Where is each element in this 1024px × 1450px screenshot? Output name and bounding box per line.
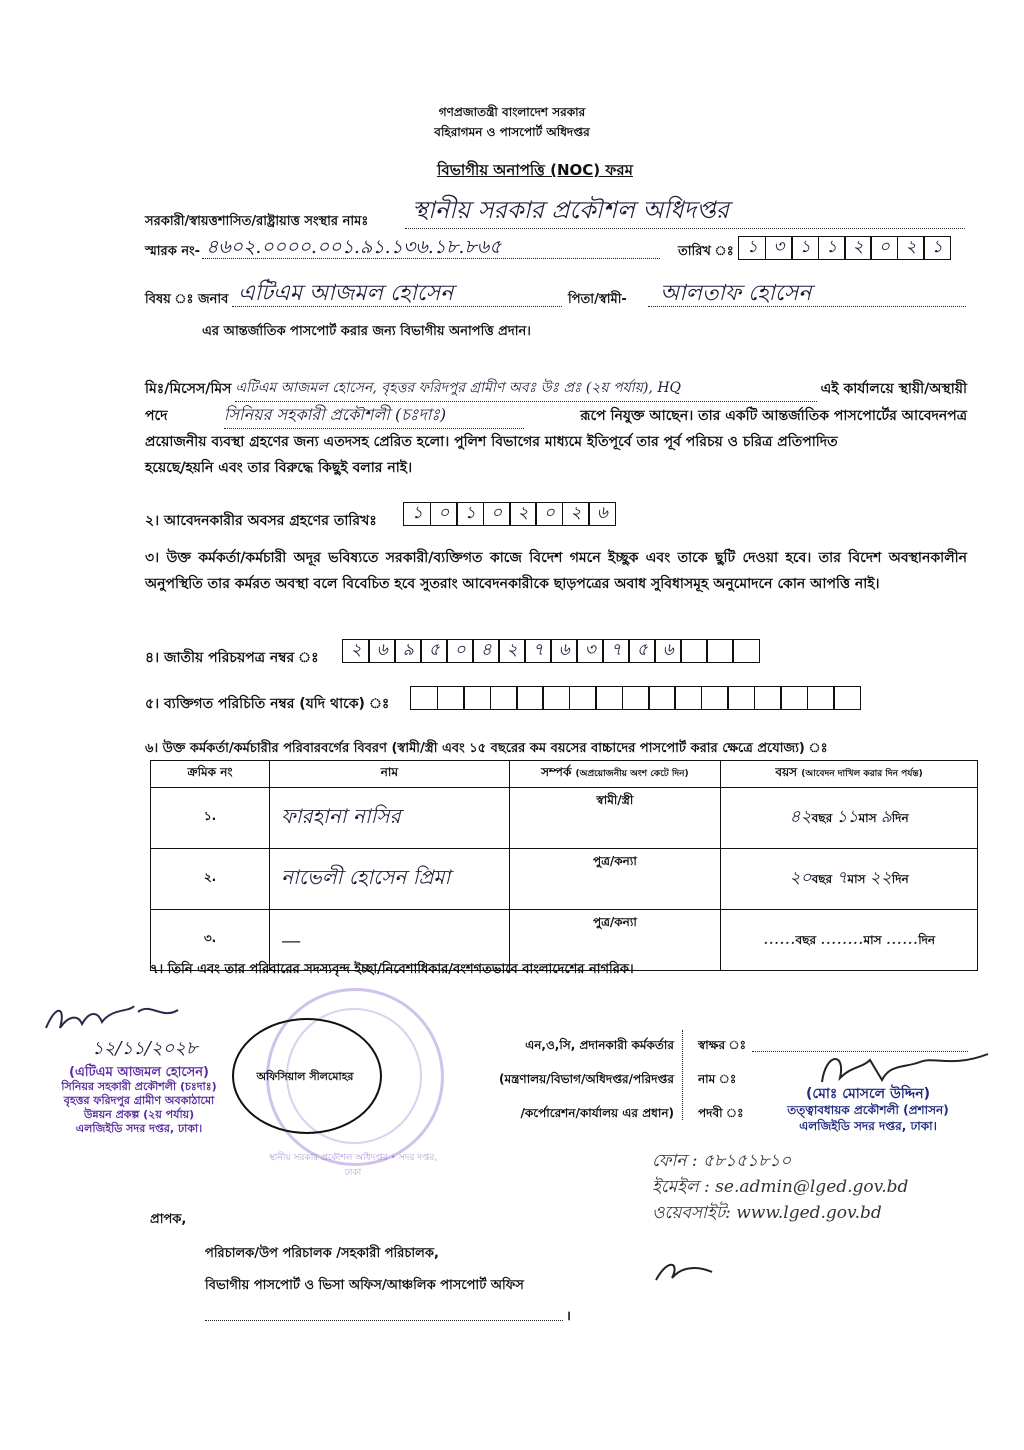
nid-digit-cell [706, 639, 734, 663]
nid-digit-cell: ৫ [628, 639, 656, 663]
date-digit-cell: ০ [870, 236, 898, 260]
row-days: ৯ [880, 807, 892, 827]
memo-value: ৪৬০২.০০০০.০০১.৯১.১৩৬.১৮.৮৬৫ [206, 236, 502, 258]
unit-month: মাস [858, 811, 877, 825]
left-stamp-name: (এটিএম আজমল হোসেন) [69, 1065, 209, 1080]
org-label: সরকারী/স্বায়ত্তশাসিত/রাষ্ট্রায়াত্ত সংস্থার নামঃ [145, 214, 369, 229]
official-seal-label: অফিসিয়াল সীলমোহর [256, 1070, 354, 1083]
item4-label: ৪। জাতীয় পরিচয়পত্র নম্বর ঃ [145, 650, 319, 666]
row-relation: পুত্র/কন্যা [592, 915, 637, 929]
pid-digit-cell [542, 686, 570, 710]
unit-year: বছর [795, 932, 817, 947]
row-years: ...... [763, 928, 796, 949]
pid-boxes [412, 686, 861, 710]
left-sig-date: ১২/১১/২০২৮ [92, 1038, 198, 1059]
col-age: বয়স (আবেদন দাখিল করার দিন পর্যন্ত) [721, 761, 978, 788]
row-serial: ২. [203, 870, 217, 884]
form-title: বিভাগীয় অনাপত্তি (NOC) ফরম [437, 161, 633, 179]
row-relation: পুত্র/কন্যা [592, 854, 637, 868]
date-digit-cell: ২ [844, 236, 872, 260]
nid-digit-cell: ৬ [550, 639, 578, 663]
retire-digit-cell: ২ [509, 502, 537, 526]
sig-label: স্বাক্ষর ঃ [698, 1038, 747, 1052]
sign-divider [682, 1030, 683, 1120]
nid-digit-cell: ৪ [472, 639, 500, 663]
row-relation: স্বামী/স্ত্রী [596, 793, 634, 807]
para1-after: এই কার্যালয়ে স্থায়ী/অস্থায়ী [820, 381, 967, 397]
right-stamp-l2: তত্ত্বাবধায়ক প্রকৌশলী (প্রশাসন) [787, 1103, 949, 1117]
pid-digit-cell [648, 686, 676, 710]
row-years: ২০ [789, 868, 812, 888]
header-line1: গণপ্রজাতন্ত্রী বাংলাদেশ সরকার [438, 105, 586, 119]
item2-label: ২। আবেদনকারীর অবসর গ্রহণের তারিখঃ [145, 513, 377, 529]
retire-digit-cell: ১ [403, 502, 431, 526]
para1 [145, 375, 967, 481]
unit-day: দিন [891, 811, 909, 825]
recipient-l3: । [566, 1309, 571, 1324]
date-digit-cell: ৩ [765, 236, 793, 260]
unit-year: বছর [811, 872, 833, 886]
pid-digit-cell [516, 686, 544, 710]
retire-digit-cell: ৬ [588, 502, 616, 526]
unit-month: মাস [863, 932, 882, 947]
nid-digit-cell: ৬ [368, 639, 396, 663]
col-serial: ক্রমিক নং [151, 761, 270, 788]
pid-digit-cell [463, 686, 491, 710]
name-label: নাম ঃ [698, 1072, 737, 1086]
para1-office: এটিএম আজমল হোসেন, বৃহত্তর ফরিদপুর গ্রামীণ অবঃ উঃ প্রঃ (২য় পর্যায়), HQ [235, 375, 816, 402]
left-stamp [34, 1066, 244, 1136]
retire-digit-cell: ০ [483, 502, 511, 526]
memo-label: স্মারক নং- [145, 244, 201, 259]
noc-giver-l2: (মন্ত্রণালয়/বিভাগ/অধিদপ্তর/পরিদপ্তর [498, 1072, 674, 1086]
date-digit-cell: ১ [923, 236, 951, 260]
nid-digit-cell [732, 639, 760, 663]
contact-web: ওয়েবসাইট: www.lged.gov.bd [652, 1203, 882, 1223]
left-stamp-l2: সিনিয়র সহকারী প্রকৌশলী (চঃদাঃ) [61, 1080, 217, 1093]
subject-suffix: এর আন্তর্জাতিক পাসপোর্ট করার জন্য বিভাগীয় অনাপত্তি প্রদান। [202, 324, 531, 339]
row-name: ফারহানা নাসির [281, 803, 401, 828]
retire-digit-cell: ০ [535, 502, 563, 526]
col-relation: সম্পর্ক (অপ্রয়োজনীয় অংশ কেটে দিন) [509, 761, 721, 788]
row-serial: ১. [203, 809, 217, 823]
para1-rest1: রূপে নিযুক্ত আছেন। তার একটি আন্তর্জাতিক পাসপোর্টের আবেদনপত্র [580, 408, 967, 424]
post-label: পদবী ঃ [698, 1106, 744, 1120]
pid-digit-cell [569, 686, 597, 710]
nid-boxes [344, 639, 760, 663]
para1-prefix: মিঃ/মিসেস/মিস [145, 381, 232, 397]
col-name: নাম [270, 761, 510, 788]
row-months: ১১ [836, 807, 859, 827]
nid-digit-cell: ৯ [394, 639, 422, 663]
pid-digit-cell [754, 686, 782, 710]
nid-digit-cell: ৭ [602, 639, 630, 663]
father-label: পিতা/স্বামী- [568, 292, 627, 307]
pid-digit-cell [410, 686, 438, 710]
nid-digit-cell: ২ [342, 639, 370, 663]
item3: ৩। উক্ত কর্মকর্তা/কর্মচারী অদূর ভবিষ্যতে সরকারী/ব্যক্তিগত কাজে বিদেশ গমনে ইচ্ছুক এবং তাকে ছুটি দেওয়া হবে। তার বিদেশ অবস্থানকালীন অনুপস্থিতি তার কর্মরত অবস্থা বলে বিবেচিত হবে সুতরাং আবেদনকারীকে ছাড়পত্রের অবাধ সুবিধাসমূহ অনুমোদনে কোন আপত্তি নাই। [145, 550, 967, 592]
pid-digit-cell [622, 686, 650, 710]
retire-digit-cell: ২ [562, 502, 590, 526]
row-days: ...... [885, 928, 919, 949]
para1-rest3: হয়েছে/হয়নি এবং তার বিরুদ্ধে কিছুই বলার নাই। [145, 460, 413, 476]
para1-post: সিনিয়র সহকারী প্রকৌশলী (চঃদাঃ) [224, 402, 524, 429]
pid-digit-cell [833, 686, 861, 710]
para1-rest2: প্রয়োজনীয় ব্যবস্থা গ্রহণের জন্য এতদসহ প্রেরিত হলো। পুলিশ বিভাগের মাধ্যমে ইতিপূর্বে তার পূর্ব পরিচয় ও চরিত্র প্রতিপাদিত [145, 434, 838, 450]
recipient-label: প্রাপক, [150, 1212, 187, 1227]
pid-digit-cell [490, 686, 518, 710]
noc-giver-l3: /কর্পোরেশন/কার্যালয় এর প্রধান) [520, 1106, 674, 1120]
date-digit-cell: ১ [818, 236, 846, 260]
date-digit-cell: ২ [897, 236, 925, 260]
family-table [150, 760, 978, 971]
family-row [151, 849, 978, 910]
date-digit-cell: ১ [738, 236, 766, 260]
contact-email: ইমেইল : se.admin@lged.gov.bd [652, 1177, 909, 1197]
left-stamp-l5: এলজিইডি সদর দপ্তর, ঢাকা। [75, 1122, 203, 1135]
unit-day: দিন [891, 872, 909, 886]
bottom-signature [650, 1254, 720, 1290]
subject-label: বিষয় ঃ জনাব [145, 292, 229, 307]
pid-digit-cell [727, 686, 755, 710]
noc-giver-l1: এন,ও,সি, প্রদানকারী কর্মকর্তার [525, 1038, 674, 1052]
nid-digit-cell: ৭ [524, 639, 552, 663]
retire-digit-cell: ০ [430, 502, 458, 526]
nid-digit-cell: ৫ [420, 639, 448, 663]
date-boxes [740, 236, 951, 260]
nid-digit-cell: ২ [498, 639, 526, 663]
retire-digit-cell: ১ [456, 502, 484, 526]
right-stamp [768, 1086, 968, 1134]
nid-digit-cell: ৬ [654, 639, 682, 663]
unit-day: দিন [918, 932, 936, 947]
nid-digit-cell: ৩ [576, 639, 604, 663]
row-months: ........ [820, 928, 864, 949]
date-label: তারিখ ঃ [678, 244, 734, 259]
recipient-line [205, 1320, 563, 1321]
pid-digit-cell [437, 686, 465, 710]
unit-month: মাস [847, 872, 866, 886]
seal-ring-text: স্থানীয় সরকার প্রকৌশল অধিদপ্তর • সদর দপ্তর, ঢাকা [268, 1153, 438, 1178]
row-days: ২২ [869, 868, 892, 888]
pid-digit-cell [595, 686, 623, 710]
right-stamp-l3: এলজিইডি সদর দপ্তর, ঢাকা। [799, 1119, 937, 1133]
header-line2: বহিরাগমন ও পাসপোর্ট অধিদপ্তর [434, 125, 590, 139]
right-contacts [652, 1148, 908, 1226]
subject-name: এটিএম আজমল হোসেন [238, 281, 454, 306]
left-stamp-l3: বৃহত্তর ফরিদপুর গ্রামীণ অবকাঠামো [63, 1094, 215, 1107]
family-row [151, 788, 978, 849]
pid-digit-cell [674, 686, 702, 710]
right-stamp-name: (মোঃ মোসলে উদ্দিন) [806, 1086, 930, 1102]
date-digit-cell: ১ [791, 236, 819, 260]
row-serial: ৩. [203, 931, 217, 945]
left-stamp-l4: উন্নয়ন প্রকল্প (২য় পর্যায়) [83, 1108, 195, 1121]
item6-label: ৬। উক্ত কর্মকর্তা/কর্মচারীর পরিবারবর্গের বিবরণ (স্বামী/স্ত্রী এবং ১৫ বছরের কম বয়সের বাচ্চাদের পাসপোর্ট করার ক্ষেত্রে প্রযোজ্য) ঃ [145, 741, 828, 756]
row-months: ৭ [836, 868, 848, 888]
retire-date-boxes [405, 502, 616, 526]
para1-pade: পদে [145, 408, 168, 424]
nid-digit-cell: ০ [446, 639, 474, 663]
row-name: — [281, 928, 302, 952]
contact-phone: ফোন : ৫৮১৫১৮১০ [652, 1151, 792, 1171]
recipient-l2: বিভাগীয় পাসপোর্ট ও ভিসা অফিস/আঞ্চলিক পাসপোর্ট অফিস [205, 1278, 524, 1293]
father-value: আলতাফ হোসেন [660, 281, 812, 306]
row-years: ৪২ [789, 807, 812, 827]
item7: ৭। তিনি এবং তার পরিবারের সদস্যবৃন্দ ইচ্ছা/নিবেশাধিকার/বংশগতভাবে বাংলাদেশের নাগরিক। [150, 962, 634, 977]
pid-digit-cell [701, 686, 729, 710]
recipient-l1: পরিচালক/উপ পরিচালক /সহকারী পরিচালক, [205, 1246, 439, 1261]
row-name: নাভেলী হোসেন প্রিমা [281, 864, 451, 889]
unit-year: বছর [811, 811, 833, 825]
org-value: স্থানীয় সরকার প্রকৌশল অধিদপ্তর [412, 196, 730, 224]
item5-label: ৫। ব্যক্তিগত পরিচিতি নম্বর (যদি থাকে) ঃ [145, 696, 390, 712]
nid-digit-cell [680, 639, 708, 663]
pid-digit-cell [807, 686, 835, 710]
noc-giver [452, 1028, 674, 1130]
pid-digit-cell [780, 686, 808, 710]
